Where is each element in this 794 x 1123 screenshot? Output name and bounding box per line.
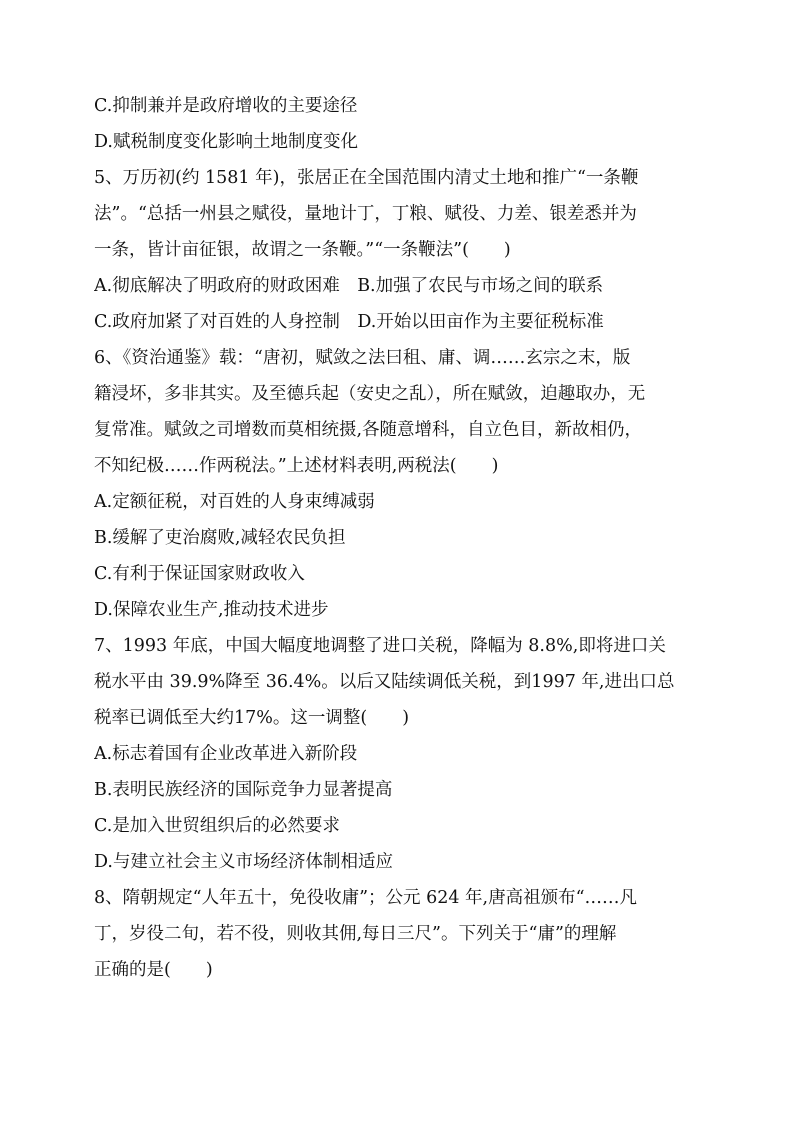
question-7-option-b: B.表明民族经济的国际竞争力显著提高	[94, 780, 393, 800]
question-8-line-2: 丁，岁役二旬，若不役，则收其佣,每日三尺”。下列关于“庸”的理解	[94, 924, 617, 944]
question-7-option-d: D.与建立社会主义市场经济体制相适应	[94, 852, 393, 872]
question-6-line-3: 复常准。赋敛之司增数而莫相统摄,各随意增科，自立色目，新故相仍，	[94, 420, 643, 440]
question-6-option-c: C.有利于保证国家财政收入	[94, 564, 305, 584]
question-5-options-cd: C.政府加紧了对百姓的人身控制 D.开始以田亩作为主要征税标准	[94, 312, 604, 332]
question-7-option-c: C.是加入世贸组织后的必然要求	[94, 816, 340, 836]
question-5-line-1: 5、万历初(约 1581 年)，张居正在全国范围内清丈土地和推广“一条鞭	[94, 168, 639, 188]
option-d-prev: D.赋税制度变化影响土地制度变化	[94, 132, 358, 152]
question-7-line-1: 7、1993 年底，中国大幅度地调整了进口关税，降幅为 8.8%,即将进口关	[94, 636, 666, 656]
question-5-options-ab: A.彻底解决了明政府的财政困难 B.加强了农民与市场之间的联系	[94, 276, 604, 296]
question-6-line-1: 6、《资治通鉴》载：“唐初，赋敛之法曰租、庸、调……玄宗之末，版	[94, 348, 631, 368]
question-5-line-3: 一条，皆计亩征银，故谓之一条鞭。”“一条鞭法”( )	[94, 240, 511, 260]
option-c-prev: C.抑制兼并是政府增收的主要途径	[94, 96, 358, 116]
question-5-line-2: 法”。“总括一州县之赋役，量地计丁，丁粮、赋役、力差、银差悉并为	[94, 204, 637, 224]
question-8-line-3: 正确的是( )	[94, 960, 213, 980]
document-page	[94, 88, 706, 988]
question-6-line-4: 不知纪极……作两税法。”上述材料表明,两税法( )	[94, 456, 499, 476]
question-6-option-b: B.缓解了吏治腐败,减轻农民负担	[94, 528, 346, 548]
question-6-line-2: 籍浸坏，多非其实。及至德兵起（安史之乱），所在赋敛，迫趣取办，无	[94, 384, 646, 404]
question-6-option-a: A.定额征税，对百姓的人身束缚减弱	[94, 492, 375, 512]
question-7-line-3: 税率已调低至大约17%。这一调整( )	[94, 708, 410, 728]
question-8-line-1: 8、隋朝规定“人年五十，免役收庸”；公元 624 年,唐高祖颁布“……凡	[94, 888, 638, 908]
question-6-option-d: D.保障农业生产,推动技术进步	[94, 600, 329, 620]
question-7-option-a: A.标志着国有企业改革进入新阶段	[94, 744, 358, 764]
question-7-line-2: 税水平由 39.9%降至 36.4%。以后又陆续调低关税，到1997 年,进出口总	[94, 672, 675, 692]
